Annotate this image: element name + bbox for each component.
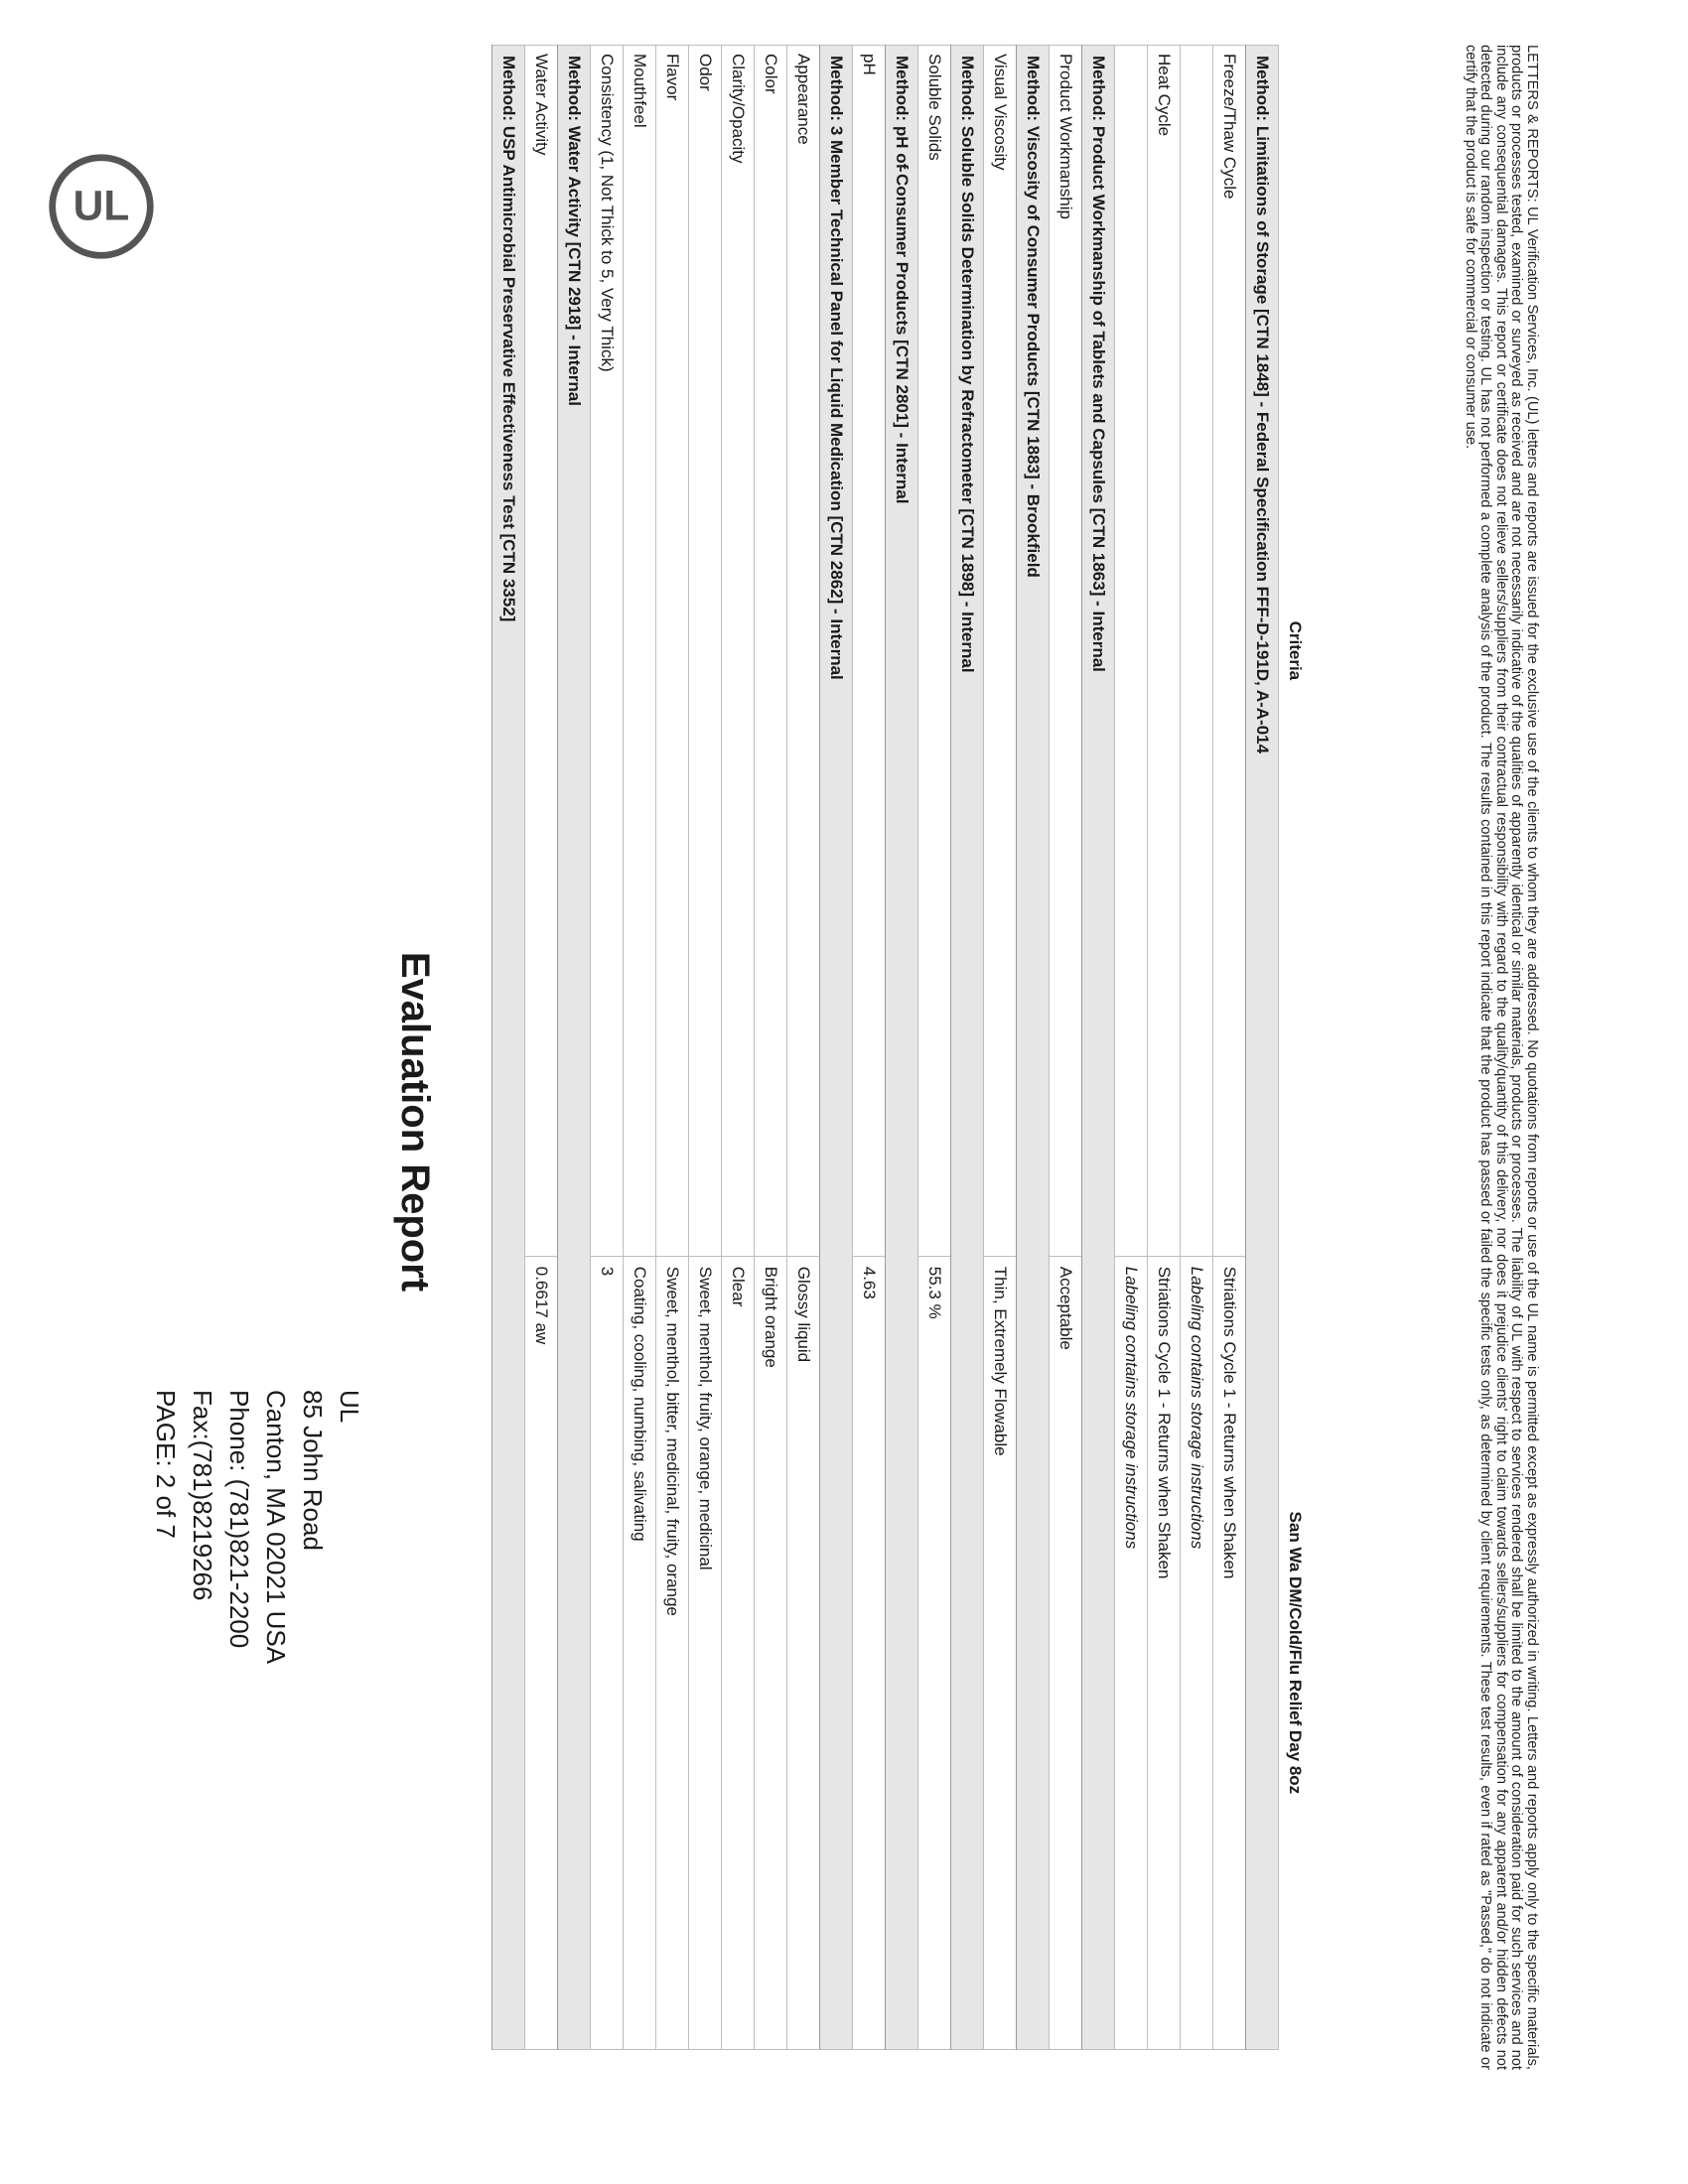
method-label: Method: pH of Consumer Products [CTN 2801] - Internal [886, 46, 918, 2050]
table-body [492, 46, 1279, 2050]
note-text: Labeling contains storage instructions [1188, 1266, 1206, 1550]
lab-address [147, 1390, 367, 1985]
table-row [787, 46, 820, 2050]
method-row [820, 46, 853, 2050]
method-row [1082, 46, 1115, 2050]
result-cell [624, 1256, 656, 2049]
method-label: Method: 3 Member Technical Panel for Liquid Medication [CTN 2862] - Internal [820, 46, 853, 2050]
result-value: Striations Cycle 1 - Returns when Shaken [1155, 1266, 1174, 1579]
method-label: Method: Soluble Solids Determination by Refractometer [CTN 1898] - Internal [951, 46, 984, 2050]
criteria-cell [689, 46, 722, 1257]
method-row [1017, 46, 1050, 2050]
note-row [1181, 46, 1213, 2050]
city: Canton, MA 02021 USA [261, 1390, 291, 1665]
criteria-label: Visual Viscosity [991, 54, 1010, 171]
table-row [624, 46, 656, 2050]
table-row [656, 46, 689, 2050]
result-cell [656, 1256, 689, 2049]
table-row [722, 46, 755, 2050]
result-cell [984, 1256, 1017, 2049]
result-value: Bright orange [762, 1266, 780, 1368]
product-header: San Wa DM/Cold/Flu Relief Day 8oz [1279, 1256, 1312, 2049]
table-row [984, 46, 1017, 2050]
svg-text:UL: UL [72, 182, 130, 230]
method-row [886, 46, 918, 2050]
method-label: Method: USP Antimicrobial Preservative Effectiveness Test [CTN 3352] [492, 46, 525, 2050]
criteria-label: Product Workmanship [1056, 54, 1075, 219]
result-value: 4.63 [860, 1266, 879, 1299]
table-row [1050, 46, 1082, 2050]
dash-mark [900, 165, 902, 172]
result-value: Acceptable [1056, 1266, 1075, 1350]
result-cell [591, 1256, 624, 2049]
result-cell [755, 1256, 787, 2049]
table-row [755, 46, 787, 2050]
method-label: Method: Product Workmanship of Tablets and Capsules [CTN 1863] - Internal [1082, 46, 1115, 2050]
criteria-label: Appearance [794, 54, 813, 145]
criteria-cell [853, 46, 886, 1257]
result-value: Coating, cooling, numbing, salivating [631, 1266, 649, 1542]
result-value: 0.6617 aw [532, 1266, 551, 1345]
criteria-label: Mouthfeel [631, 54, 649, 128]
result-cell [1115, 1256, 1148, 2049]
method-row [951, 46, 984, 2050]
table-header [1279, 46, 1312, 2050]
result-value: Sweet, menthol, fruity, orange, medicinal [696, 1266, 715, 1570]
result-cell [1213, 1256, 1246, 2049]
criteria-label: Freeze/Thaw Cycle [1220, 54, 1239, 200]
criteria-header: Criteria [1279, 46, 1312, 1257]
org-name: UL [335, 1390, 364, 1424]
method-row [492, 46, 525, 2050]
criteria-label: Clarity/Opacity [729, 54, 748, 164]
method-label: Method: Water Activity [CTN 2918] - Internal [558, 46, 591, 2050]
criteria-label: Consistency (1, Not Thick to 5, Very Thick) [598, 54, 617, 372]
street: 85 John Road [298, 1390, 328, 1551]
criteria-label: Flavor [663, 54, 682, 101]
criteria-cell [755, 46, 787, 1257]
criteria-cell [624, 46, 656, 1257]
page-title: Evaluation Report [393, 951, 437, 1293]
criteria-cell [787, 46, 820, 1257]
criteria-cell [525, 46, 558, 1257]
fax: Fax:(781)8219266 [188, 1390, 217, 1601]
result-cell [1181, 1256, 1213, 2049]
table-row [591, 46, 624, 2050]
method-row [558, 46, 591, 2050]
criteria-label: Heat Cycle [1155, 54, 1174, 137]
result-cell [1148, 1256, 1181, 2049]
result-cell [525, 1256, 558, 2049]
phone: Phone: (781)821-2200 [224, 1390, 254, 1649]
page-number: PAGE: 2 of 7 [151, 1390, 181, 1539]
result-cell [722, 1256, 755, 2049]
table-row [525, 46, 558, 2050]
method-label: Method: Limitations of Storage [CTN 1848] - Federal Specification FFF-D-191D, A-A-014 [1246, 46, 1279, 2050]
table-row [689, 46, 722, 2050]
criteria-cell [1148, 46, 1181, 1257]
method-row [1246, 46, 1279, 2050]
table-row [918, 46, 951, 2050]
table-row [1148, 46, 1181, 2050]
disclaimer: LETTERS & REPORTS: UL Verification Services, Inc. (UL) letters and reports are issued for the exclusive use of the clients to whom they are addressed. No quotations from reports or use of the UL name is permitted except as expressly authorized in writing. Letters and reports apply only to the specific materials, products or processes tested, examined or surveyed as received and are not necessarily indicative of the qualities of apparently identical or similar materials, products or processes. The liability of UL with respect to services rendered shall be limited to the amount of consideration paid for such services and not include any consequential damages. This report or certificate does not relieve sellers/suppliers from their contractual responsibility with regard to the quality/quantity of this delivery, nor does it prejudice clients' right to claim towards sellers/suppliers for compensation for any apparent and/or hidden defects not detected during our random inspection or testing. UL has not performed a complete analysis of the product. The results contained in this report indicate that the product has passed or failed the specific tests only, as determined by client requirements. These test results, even if rated as "Passed," do not indicate or certify that the product is safe for commercial or consumer use. [1463, 45, 1540, 2070]
ul-logo [46, 151, 157, 262]
criteria-cell [591, 46, 624, 1257]
criteria-cell [1115, 46, 1148, 1257]
result-value: Glossy liquid [794, 1266, 813, 1363]
criteria-cell [918, 46, 951, 1257]
result-value: Sweet, menthol, bitter, medicinal, fruity, orange [663, 1266, 682, 1616]
table-row [1213, 46, 1246, 2050]
criteria-label: Soluble Solids [925, 54, 944, 161]
criteria-label: pH [860, 54, 879, 75]
table-row [853, 46, 886, 2050]
result-cell [1050, 1256, 1082, 2049]
result-cell [689, 1256, 722, 2049]
method-label: Method: Viscosity of Consumer Products [CTN 1883] - Brookfield [1017, 46, 1050, 2050]
result-cell [787, 1256, 820, 2049]
criteria-cell [1050, 46, 1082, 1257]
result-value: Clear [729, 1266, 748, 1307]
result-value: 55.3 % [925, 1266, 944, 1319]
result-value: Thin, Extremely Flowable [991, 1266, 1010, 1456]
criteria-label: Water Activity [532, 54, 551, 156]
criteria-label: Color [762, 54, 780, 94]
result-value: 3 [598, 1266, 617, 1277]
result-cell [853, 1256, 886, 2049]
criteria-cell [1181, 46, 1213, 1257]
note-row [1115, 46, 1148, 2050]
result-cell [918, 1256, 951, 2049]
criteria-cell [1213, 46, 1246, 1257]
criteria-cell [656, 46, 689, 1257]
result-value: Striations Cycle 1 - Returns when Shaken [1220, 1266, 1239, 1579]
criteria-cell [722, 46, 755, 1257]
criteria-cell [984, 46, 1017, 1257]
note-text: Labeling contains storage instructions [1122, 1266, 1141, 1550]
results-table [492, 45, 1311, 2050]
criteria-label: Odor [696, 54, 715, 91]
